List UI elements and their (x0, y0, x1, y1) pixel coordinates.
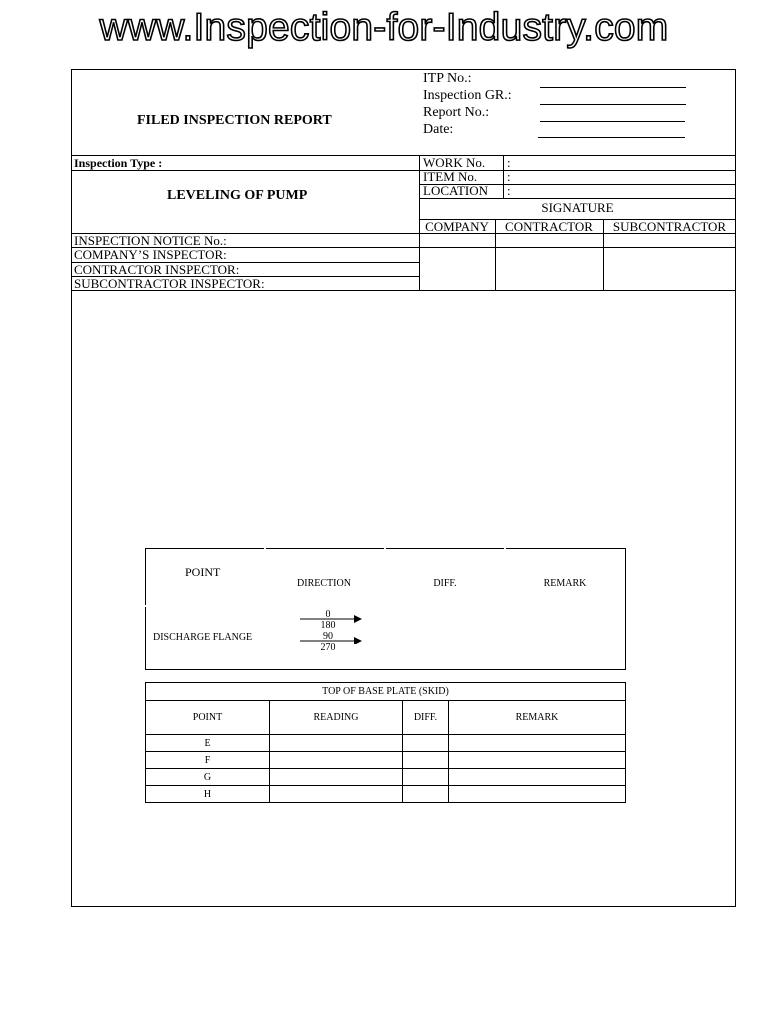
item-no-label: ITEM No. (423, 169, 478, 184)
skid-header-point: POINT (146, 701, 270, 735)
angle-180: 180 (320, 620, 336, 631)
report-no-field[interactable] (540, 121, 685, 122)
signature-label: SIGNATURE (541, 200, 614, 215)
inspection-gr-label: Inspection GR.: (423, 88, 512, 103)
skid-diff-cell[interactable] (403, 769, 449, 786)
skid-table (145, 682, 626, 803)
contractor-inspector-label: CONTRACTOR INSPECTOR: (74, 262, 240, 277)
work-no-label: WORK No. (423, 155, 486, 170)
angle-0: 0 (325, 609, 331, 620)
skid-header-diff: DIFF. (403, 701, 449, 735)
subcontractor-inspector-label: SUBCONTRACTOR INSPECTOR: (74, 276, 265, 291)
report-no-label: Report No.: (423, 105, 490, 120)
flange-point-header: POINT (185, 565, 221, 579)
skid-remark-cell[interactable] (449, 786, 626, 803)
skid-header-remark: REMARK (449, 701, 626, 735)
inspection-type-value: LEVELING OF PUMP (167, 188, 308, 203)
itp-field[interactable] (540, 87, 686, 88)
skid-point-e: E (146, 735, 270, 752)
sig-company: COMPANY (425, 219, 489, 234)
item-no-colon: : (507, 169, 511, 184)
skid-reading-cell[interactable] (270, 752, 403, 769)
skid-reading-cell[interactable] (270, 786, 403, 803)
skid-reading-cell[interactable] (270, 769, 403, 786)
date-field[interactable] (538, 137, 685, 138)
skid-remark-cell[interactable] (449, 735, 626, 752)
report-title: FILED INSPECTION REPORT (137, 113, 332, 128)
itp-label: ITP No.: (423, 71, 472, 86)
angle-90: 90 (323, 631, 333, 642)
work-no-colon: : (507, 155, 511, 170)
skid-header-reading: READING (270, 701, 403, 735)
skid-point-h: H (146, 786, 270, 803)
direction-arrows (296, 612, 366, 644)
info-line-1 (71, 170, 736, 171)
date-label: Date: (423, 122, 454, 137)
skid-reading-cell[interactable] (270, 735, 403, 752)
skid-diff-cell[interactable] (403, 786, 449, 803)
info-vline-colon (503, 155, 504, 198)
inspection-notice-label: INSPECTION NOTICE No.: (74, 233, 227, 248)
skid-remark-cell[interactable] (449, 752, 626, 769)
skid-diff-cell[interactable] (403, 752, 449, 769)
header-divider (71, 155, 736, 156)
company-inspector-label: COMPANY’S INSPECTOR: (74, 247, 227, 262)
inspection-gr-field[interactable] (540, 104, 686, 105)
skid-point-f: F (146, 752, 270, 769)
skid-diff-cell[interactable] (403, 735, 449, 752)
flange-diff-header: DIFF. (433, 578, 457, 589)
flange-direction-header: DIRECTION (297, 578, 351, 589)
watermark: www.Inspection-for-Industry.com (99, 6, 669, 49)
skid-point-g: G (146, 769, 270, 786)
inspection-type-label: Inspection Type : (74, 156, 163, 170)
info-line-3 (419, 198, 736, 199)
location-label: LOCATION (423, 183, 488, 198)
location-colon: : (507, 183, 511, 198)
angle-270: 270 (320, 642, 336, 653)
skid-remark-cell[interactable] (449, 769, 626, 786)
flange-remark-header: REMARK (543, 578, 587, 589)
sig-contractor: CONTRACTOR (505, 219, 593, 234)
discharge-flange-label: DISCHARGE FLANGE (153, 632, 253, 643)
skid-title: TOP OF BASE PLATE (SKID) (146, 683, 626, 701)
sig-subcontractor: SUBCONTRACTOR (612, 219, 727, 234)
